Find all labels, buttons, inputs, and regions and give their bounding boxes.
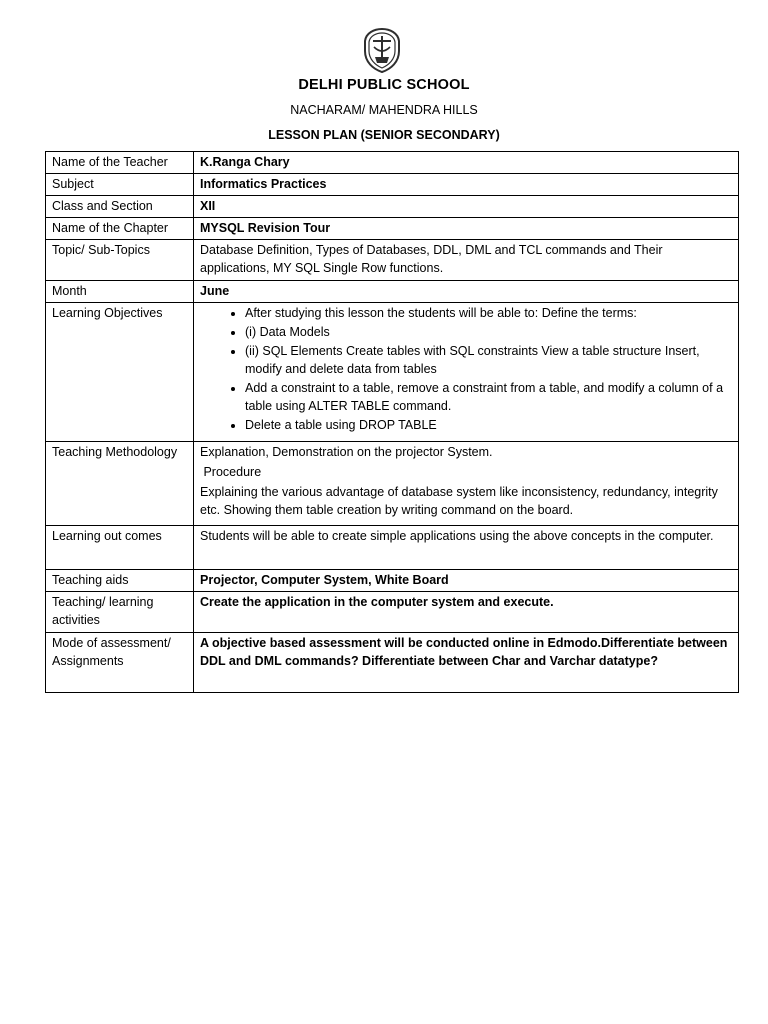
row-label: Learning out comes <box>46 526 194 570</box>
row-label: Teaching aids <box>46 570 194 592</box>
table-row-month <box>46 281 739 303</box>
table-row-outcomes <box>46 526 739 570</box>
row-label: Month <box>46 281 194 303</box>
row-label: Subject <box>46 174 194 196</box>
objectives-list <box>200 304 732 434</box>
row-label: Class and Section <box>46 196 194 218</box>
teacher-name: K.Ranga Chary <box>194 152 739 174</box>
list-item: • (ii) SQL Elements Create tables with SQL constraints View a table structure Insert, modify and delete data from tables <box>245 342 732 378</box>
table-row-chapter <box>46 218 739 240</box>
outcomes-value: Students will be able to create simple applications using the above concepts in the computer. <box>194 526 739 570</box>
row-label: Learning Objectives <box>46 303 194 442</box>
list-item: • Add a constraint to a table, remove a constraint from a table, and modify a column of a table using ALTER TABLE command. <box>245 379 732 415</box>
aids-value: Projector, Computer System, White Board <box>194 570 739 592</box>
subject-value: Informatics Practices <box>194 174 739 196</box>
table-row-activities <box>46 592 739 633</box>
table-row-subject <box>46 174 739 196</box>
methodology-cell <box>194 442 739 526</box>
school-name: DELHI PUBLIC SCHOOL <box>298 77 470 93</box>
chapter-value: MYSQL Revision Tour <box>194 218 739 240</box>
table-row-aids <box>46 570 739 592</box>
topics-value: Database Definition, Types of Databases, DDL, DML and TCL commands and Their applications, MY SQL Single Row functions. <box>194 240 739 281</box>
list-item: • Delete a table using DROP TABLE <box>245 416 732 434</box>
methodology-line: Explanation, Demonstration on the projector System. <box>200 445 493 459</box>
row-label: Name of the Teacher <box>46 152 194 174</box>
table-row-class-section <box>46 196 739 218</box>
list-item: • (i) Data Models <box>245 323 732 341</box>
row-label: Teaching Methodology <box>46 442 194 526</box>
table-row-topics <box>46 240 739 281</box>
month-value: June <box>194 281 739 303</box>
methodology-description: Explaining the various advantage of database system like inconsistency, redundancy, integrity etc. Showing them table creation by writing command on the board. <box>200 485 718 517</box>
row-label: Name of the Chapter <box>46 218 194 240</box>
methodology-procedure: Procedure <box>200 465 262 479</box>
table-row-methodology <box>46 442 739 526</box>
lesson-plan-title: LESSON PLAN (SENIOR SECONDARY) <box>268 128 500 142</box>
row-label: Teaching/ learning activities <box>46 592 194 633</box>
table-row-assessment <box>46 633 739 693</box>
campus-name: NACHARAM/ MAHENDRA HILLS <box>290 103 478 117</box>
row-label: Mode of assessment/ Assignments <box>46 633 194 693</box>
class-section-value: XII <box>194 196 739 218</box>
table-row-objectives <box>46 303 739 442</box>
school-crest-icon <box>362 27 402 73</box>
assessment-value: A objective based assessment will be conducted online in Edmodo.Differentiate between DDL and DML commands? Differentiate between Char and Varchar datatype? <box>194 633 739 693</box>
list-item: • After studying this lesson the students will be able to: Define the terms: <box>245 304 732 322</box>
lesson-plan-table <box>45 151 739 693</box>
objectives-cell <box>194 303 739 442</box>
row-label: Topic/ Sub-Topics <box>46 240 194 281</box>
table-row-teacher <box>46 152 739 174</box>
activities-value: Create the application in the computer system and execute. <box>194 592 739 633</box>
